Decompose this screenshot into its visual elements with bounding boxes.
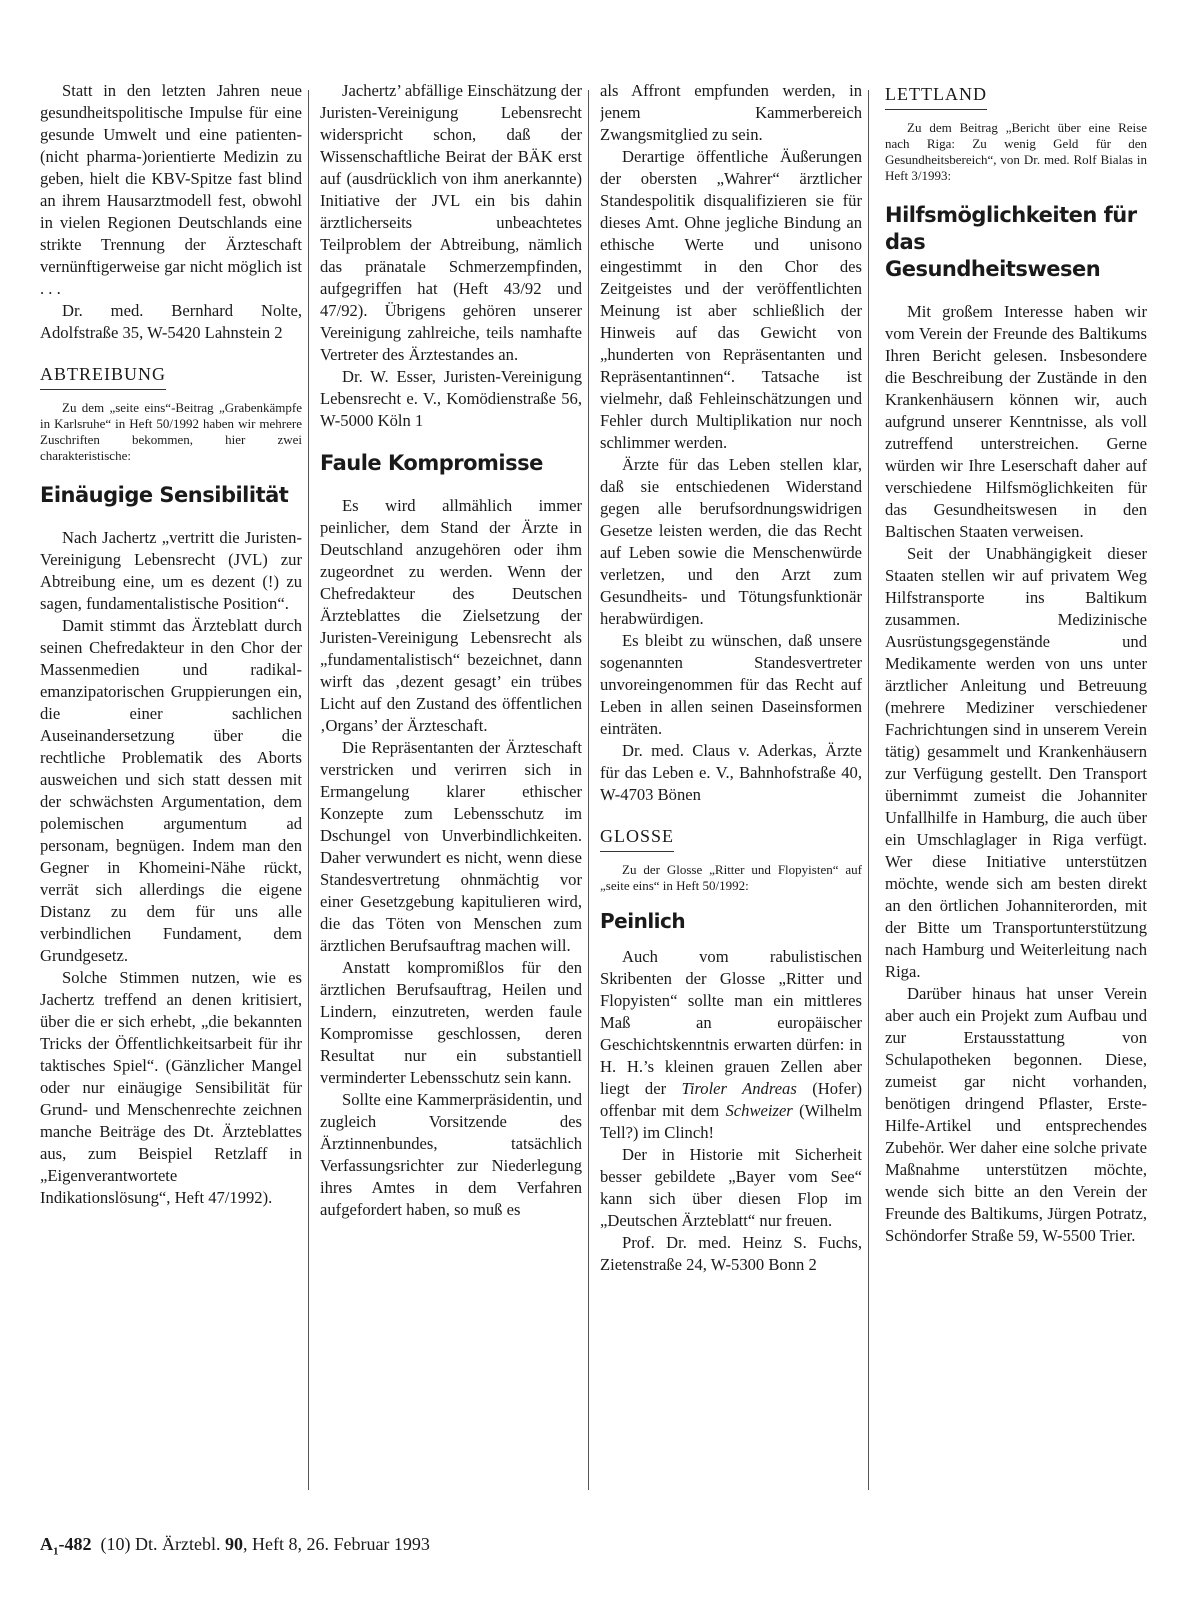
page-number: $A_1-482$ bbox=[40, 1534, 92, 1558]
column-2 bbox=[320, 80, 582, 1500]
paragraph: Nach Jachertz „vertritt die Juristen-Vereinigung Lebensrecht (JVL) zur Abtreibung eine, um es dezent (!) zu sagen, fundamentalistische Position“. bbox=[40, 528, 302, 613]
section-intro: Zu dem „seite eins“-Beitrag „Grabenkämpfe in Karlsruhe“ in Heft 50/1992 haben wir mehrere Zuschriften bekommen, hier zwei charakteristische: bbox=[40, 400, 302, 463]
section-label: LETTLAND bbox=[885, 84, 987, 110]
column-rule bbox=[588, 90, 589, 1490]
paragraph: Die Repräsentanten der Ärzteschaft verstricken und verirren sich in Ermangelung klarer ethischer Konzepte zum Lebensschutz im Dschungel von Unverbindlichkeiten. Daher verwundert es nicht, wenn diese Standesvertretung ohnmächtig vor einer Gesetzgebung kapitulieren wird, die das Töten von Menschen zum ärztlichen Berufsauftrag machen will. bbox=[320, 738, 582, 955]
paragraph: Seit der Unabhängigkeit dieser Staaten stellen wir auf privatem Weg Hilfstransporte ins Baltikum zusammen. Medizinische Ausrüstungsgegenstände und Medikamente werden von uns unter ärztlicher Anleitung und Betreuung (mehrere Mediziner verschiedener Fachrichtungen sind in unserem Verein tätig) gesammelt und Krankenhäusern zur Verfügung gestellt. Den Transport übernimmt zumeist die Johanniter Unfallhilfe in Hamburg, die auch über ein Umschlaglager in Riga verfügt. Wer diese Initiative unterstützen möchte, wende sich am besten direkt an den örtlichen Johanniterorden, mit der Bitte um Transportunterstützung nach Hamburg und Weiterleitung nach Riga. bbox=[885, 544, 1147, 981]
journal-citation: (10) Dt. Ärztebl. bbox=[100, 1534, 225, 1554]
paragraph: Solche Stimmen nutzen, wie es Jachertz treffend an denen kritisiert, über die er sich erhebt, „die bekannten Tricks der Öffentlichkeitsarbeit für ihr taktisches Spiel“. (Gänzlicher Mangel oder nur einäugige Sensibilität für Grund- und Menschenrechte zeichnen manche Beiträge des Dt. Ärzteblattes aus, zum Beispiel Retzlaff in „Eigenverantwortete Indikationslösung“, Heft 47/1992). bbox=[40, 968, 302, 1207]
paragraph: Sollte eine Kammerpräsidentin, und zugleich Vorsitzende des Ärztinnenbundes, tatsächlich Verfassungsrichter zur Niederlegung ihres Amtes in dem Verfahren aufgefordert haben, so muß es bbox=[320, 1090, 582, 1219]
section-intro: Zu dem Beitrag „Bericht über eine Reise nach Riga: Zu wenig Geld für den Gesundheitsbereich“, von Dr. med. Rolf Bialas in Heft 3/1993: bbox=[885, 120, 1147, 183]
column-1 bbox=[40, 80, 302, 1500]
letter-signature: Dr. W. Esser, Juristen-Vereinigung Lebensrecht e. V., Komödienstraße 56, W-5000 Köln 1 bbox=[320, 367, 582, 430]
column-4 bbox=[885, 80, 1147, 1500]
section-label: ABTREIBUNG bbox=[40, 364, 166, 390]
letter-headline: Hilfsmöglichkeiten für das Gesundheitswesen bbox=[885, 203, 1137, 281]
column-3 bbox=[600, 80, 862, 1500]
paragraph: Es wird allmählich immer peinlicher, dem Stand der Ärzte in Deutschland anzugehören oder ihm zugeordnet zu werden. Wenn der Chefredakteur des Deutschen Ärzteblattes die Zielsetzung der Juristen-Vereinigung Lebensrecht als „fundamentalistisch“ bezeichnet, dann wirft das ‚dezent gesagt’ ein trübes Licht auf den Zustand des öffentlichen ‚Organs’ der Ärzteschaft. bbox=[320, 496, 582, 735]
paragraph: Derartige öffentliche Äußerungen der obersten „Wahrer“ ärztlicher Standespolitik disqualifizieren sie für dieses Amt. Ohne jegliche Bindung an ethische Werte und unisono eingestimmt in den Chor des Zeitgeistes und der veröffentlichten Meinung ist aber schließlich der Hinweis auf das Gewicht von „hunderten von Repräsentanten und Repräsentantinnen“. Tatsache ist vielmehr, daß Fehleinschätzungen und Fehler durch Multiplikation nur noch schlimmer werden. bbox=[600, 147, 862, 452]
column-rule bbox=[308, 90, 309, 1490]
paragraph: Jachertz’ abfällige Einschätzung der Juristen-Vereinigung Lebensrecht widerspricht schon, daß der Wissenschaftliche Beirat der BÄK erst auf (ausdrücklich von ihm anerkannte) Initiative der JVL ein bis dahin ärztlicherseits unbeachtetes Teilproblem der Abtreibung, nämlich das pränatale Schmerzempfinden, aufgegriffen hat (Heft 43/92 und 47/92). Übrigens gehören unserer Vereinigung zahlreiche, teils namhafte Vertreter des Ärztestandes an. bbox=[320, 81, 582, 364]
paragraph: Der in Historie mit Sicherheit besser gebildete „Bayer vom See“ kann sich über diesen Flop im „Deutschen Ärzteblatt“ nur freuen. bbox=[600, 1145, 862, 1230]
section-label: GLOSSE bbox=[600, 826, 674, 852]
paragraph: Ärzte für das Leben stellen klar, daß sie entschiedenen Widerstand gegen alle berufsordnungswidrigen Gesetze leisten werden, die das Recht auf Leben sowie die Menschenwürde verletzen, und den Arzt zum Gesundheits- und Tötungsfunktionär herabwürdigen. bbox=[600, 455, 862, 628]
letter-headline: Faule Kompromisse bbox=[320, 451, 543, 475]
letter-headline: Einäugige Sensibilität bbox=[40, 483, 289, 507]
paragraph: als Affront empfunden werden, in jenem Kammerbereich Zwangsmitglied zu sein. bbox=[600, 81, 862, 144]
italic-name: Tiroler Andreas bbox=[681, 1079, 797, 1098]
paragraph: Statt in den letzten Jahren neue gesundheitspolitische Impulse für eine gesunde Umwelt und eine patienten- (nicht pharma-)orientierte Medizin zu geben, hielt die KBV-Spitze fast blind an ihrem Hausarztmodell fest, obwohl in vielen Regionen Deutschlands eine strikte Trennung der Ärzteschaft vernünftigerweise gar nicht möglich ist . . . bbox=[40, 81, 302, 298]
page-footer bbox=[40, 1534, 430, 1558]
paragraph: Darüber hinaus hat unser Verein aber auch ein Projekt zum Aufbau und zur Erstausstattung von Schulapotheken begonnen. Diese, zumeist gar nicht vorhanden, benötigen dringend Pflaster, Erste-Hilfe-Artikel und entsprechendes Zubehör. Wer daher eine solche private Maßnahme unterstützen möchte, wende sich bitte an den Verein der Freunde des Baltikums, Jürgen Potratz, Schöndorfer Straße 59, W-5500 Trier. bbox=[885, 984, 1147, 1245]
issue-date: , Heft 8, 26. Februar 1993 bbox=[242, 1534, 430, 1554]
paragraph: Es bleibt zu wünschen, daß unsere sogenannten Standesvertreter unvoreingenommen für das Recht auf Leben in allen seinen Daseinsformen einträten. bbox=[600, 631, 862, 738]
paragraph: Auch vom rabulistischen Skribenten der Glosse „Ritter und Flopyisten“ sollte man ein mittleres Maß an europäischer Geschichtskenntnis erwarten dürfen: in H. H.’s kleinen grauen Zellen aber liegt der Tiroler Andreas (Hofer) offenbar mit dem Schweizer (Wilhelm Tell?) im Clinch! bbox=[600, 947, 862, 1142]
italic-name: Schweizer bbox=[725, 1101, 793, 1120]
letter-signature: Dr. med. Claus v. Aderkas, Ärzte für das Leben e. V., Bahnhofstraße 40, W-4703 Bönen bbox=[600, 741, 862, 804]
letter-headline: Peinlich bbox=[600, 909, 686, 933]
letter-signature: Prof. Dr. med. Heinz S. Fuchs, Zietenstraße 24, W-5300 Bonn 2 bbox=[600, 1233, 862, 1274]
paragraph: Mit großem Interesse haben wir vom Verein der Freunde des Baltikums Ihren Bericht gelesen. Insbesondere die Beschreibung der Zustände in den Krankenhäusern können wir, auch aufgrund unserer Kenntnisse, als voll zutreffend unterstreichen. Gerne würden wir Ihre Leserschaft daher auf verschiedene Hilfsmöglichkeiten für das Gesundheitswesen in den Baltischen Staaten verweisen. bbox=[885, 302, 1147, 541]
section-intro: Zu der Glosse „Ritter und Flopyisten“ auf „seite eins“ in Heft 50/1992: bbox=[600, 862, 862, 893]
volume-number: 90 bbox=[224, 1534, 243, 1554]
letter-signature: Dr. med. Bernhard Nolte, Adolfstraße 35, W-5420 Lahnstein 2 bbox=[40, 301, 302, 342]
paragraph: Anstatt kompromißlos für den ärztlichen Berufsauftrag, Heilen und Lindern, einzutreten, werden faule Kompromisse geschlossen, deren Resultat nur ein substantiell verminderter Lebensschutz sein kann. bbox=[320, 958, 582, 1087]
column-rule bbox=[868, 90, 869, 1490]
paragraph: Damit stimmt das Ärzteblatt durch seinen Chefredakteur in den Chor der Massenmedien und radikal-emanzipatorischen Gruppierungen ein, die einer sachlichen Auseinandersetzung über die rechtliche Problematik des Aborts ausweichen und sich statt dessen mit der schwächsten Argumentation, dem polemischen argumentum ad personam, begnügen. Indem man den Gegner in Khomeini-Nähe rückt, verrät sich allerdings die eigene Distanz zu dem für uns alle verbindlichen Fundament, dem Grundgesetz. bbox=[40, 616, 302, 965]
